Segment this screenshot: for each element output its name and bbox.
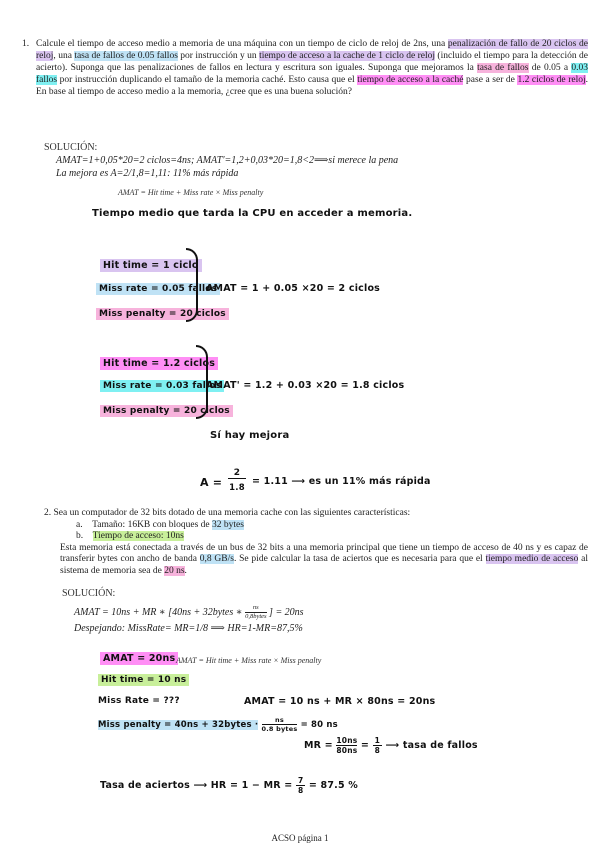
highlight: penalización de fallo de 20 ciclos de reloj <box>36 39 588 61</box>
hit-rate-label: Tasa de aciertos ⟶ HR = 1 − MR = <box>100 780 293 791</box>
highlight: tiempo medio de acceso <box>485 554 579 564</box>
mr-fraction-den: 80ns <box>336 746 358 755</box>
miss-penalty-label: Miss penalty = 40ns + 32bytes · <box>98 720 259 730</box>
eq-left: AMAT = 10ns + MR ∗ [40ns + 32bytes ∗ <box>74 606 243 618</box>
solution-2-despejando: Despejando: MissRate= MR=1/8 ⟹ HR=1-MR=87,5% <box>74 623 303 634</box>
question-2-intro <box>44 508 588 520</box>
solution-line-2: La mejora es A=2/1,8=1,11: 11% más rápida <box>56 168 239 179</box>
q-text: pase a ser de <box>463 75 518 85</box>
question-text <box>36 38 588 98</box>
item-b <box>76 531 588 543</box>
question-2 <box>44 508 588 577</box>
q-text: , una <box>53 51 75 61</box>
mr-label: MR = <box>304 740 333 751</box>
mr-fraction-2-num: 1 <box>374 736 381 745</box>
q-text: . <box>184 565 187 576</box>
speedup-numerator: 2 <box>228 468 246 479</box>
mr-tail: ⟶ tasa de fallos <box>385 740 478 751</box>
miss-rate-note-2: Miss rate = 0.03 fallos <box>100 380 224 392</box>
mr-fraction-2 <box>373 736 382 755</box>
penalty-fraction <box>262 716 298 733</box>
question-1 <box>22 38 588 98</box>
highlight: tasa de fallos de 0.05 fallos <box>74 51 178 61</box>
miss-rate-unknown: Miss Rate = ??? <box>98 696 180 706</box>
hit-rate-result: = 87.5 % <box>308 780 359 791</box>
q-text: Calcule el tiempo de acceso medio a memoria de una máquina con un tiempo de ciclo de reloj de 2ns, una <box>36 39 448 49</box>
highlight: 1.2 ciclos de reloj <box>517 75 586 85</box>
penalty-result: = 80 ns <box>300 720 338 730</box>
highlight: tiempo de acceso a la caché <box>357 75 464 85</box>
question-2-body <box>60 543 588 578</box>
question-number: 2. <box>44 508 52 518</box>
item-text: Tamaño: 16KB con bloques de <box>92 519 213 530</box>
mr-equals: = <box>360 740 370 751</box>
solution-line-1: AMAT=1+0,05*20=2 ciclos=4ns; AMAT'=1,2+0,03*20=1,8<2⟹si merece la pena <box>56 155 399 166</box>
penalty-fraction-den: 0.8 bytes <box>261 725 298 733</box>
highlight: 0.03 fallos <box>36 63 589 85</box>
q-text: al sistema de memoria sea de <box>60 554 588 576</box>
improvement-note: Sí hay mejora <box>210 430 290 441</box>
miss-rate-note: Miss rate = 0.05 fallos <box>96 283 220 295</box>
amat-prime-result: AMAT' = 1.2 + 0.03 ×20 = 1.8 ciclos <box>206 380 405 391</box>
highlight: 20 ns <box>164 565 185 576</box>
highlight: tasa de fallos <box>477 63 529 73</box>
q-text: Esta memoria está conectada a través de un bus de 32 bits a una memoria principal que tiene un tiempo de acceso de 40 ns y es capaz de transferir bytes con ancho de banda <box>60 542 588 564</box>
q-text: (incluido el tiempo para la detección de acierto). Suponga que las penalizaciones de fallos en lectura y escritura son iguales. Suponga que mejoramos la <box>36 51 588 73</box>
brace-1 <box>186 248 198 322</box>
hit-time-note-3: Hit time = 10 ns <box>98 674 189 686</box>
mr-calc <box>304 736 478 755</box>
eq-fraction <box>245 604 266 621</box>
miss-penalty-note-2: Miss penalty = 20 ciclos <box>100 405 233 417</box>
solution-2-equation <box>74 604 304 621</box>
hit-rate-fraction-num: 7 <box>297 776 304 785</box>
q-text: por instrucción y un <box>177 51 260 61</box>
amat-formula: AMAT = Hit time + Miss rate × Miss penalty <box>118 188 264 197</box>
highlight: 32 bytes <box>212 519 244 530</box>
miss-penalty-note: Miss penalty = 20 ciclos <box>96 308 229 320</box>
eq-fraction-num: ns <box>245 604 266 613</box>
solution-heading: SOLUCIÓN: <box>44 142 98 153</box>
q-text: . En base al tiempo de acceso medio a la memoria, ¿cree que es una buena solución? <box>36 75 588 97</box>
solution-2-heading: SOLUCIÓN: <box>62 588 116 599</box>
amat-formula-2: AMAT = Hit time + Miss rate × Miss penalty <box>176 656 322 665</box>
speedup-label: A = <box>200 476 223 489</box>
highlight: tiempo de acceso a la cache de 1 ciclo de reloj <box>259 51 436 61</box>
notes-title: Tiempo medio que tarda la CPU en acceder a memoria. <box>92 208 413 219</box>
page-footer: ACSO página 1 <box>271 833 329 843</box>
hit-time-note: Hit time = 1 ciclo <box>100 259 202 272</box>
miss-penalty-calc <box>98 716 338 733</box>
amat-target-note: AMAT = 20ns <box>100 652 178 665</box>
item-label: a. <box>76 519 83 530</box>
highlight: 0,8 GB/s <box>199 554 234 564</box>
hit-rate-calc <box>100 776 358 795</box>
mr-fraction-2-den: 8 <box>374 746 381 755</box>
speedup-result: = 1.11 ⟶ es un 11% más rápida <box>252 476 431 487</box>
eq-right: ] = 20ns <box>269 606 304 618</box>
amat-result: AMAT = 1 + 0.05 ×20 = 2 ciclos <box>206 283 381 294</box>
mr-fraction-num: 10ns <box>336 736 358 745</box>
speedup-denominator: 1.8 <box>229 483 245 493</box>
question-number: 1. <box>22 39 30 49</box>
q-text: por instrucción duplicando el tamaño de la memoria caché. Esto causa que el <box>57 75 358 85</box>
mr-fraction <box>336 736 357 755</box>
penalty-fraction-num: ns <box>262 716 298 725</box>
hit-rate-fraction <box>296 776 305 795</box>
item-a <box>76 520 588 532</box>
q-text: . Se pide calcular la tasa de aciertos que es necesaria para que el <box>233 554 486 564</box>
item-label: b. <box>76 531 84 541</box>
amat-equation: AMAT = 10 ns + MR × 80ns = 20ns <box>244 696 436 707</box>
highlight: Tiempo de acceso: 10ns <box>92 531 184 541</box>
q-text: Sea un computador de 32 bits dotado de una memoria cache con las siguientes características: <box>53 508 411 518</box>
q-text: de 0.05 a <box>528 63 572 73</box>
hit-rate-fraction-den: 8 <box>297 786 304 795</box>
eq-fraction-den: 0,8bytes <box>245 613 267 620</box>
hit-time-note-2: Hit time = 1.2 ciclos <box>100 357 218 370</box>
